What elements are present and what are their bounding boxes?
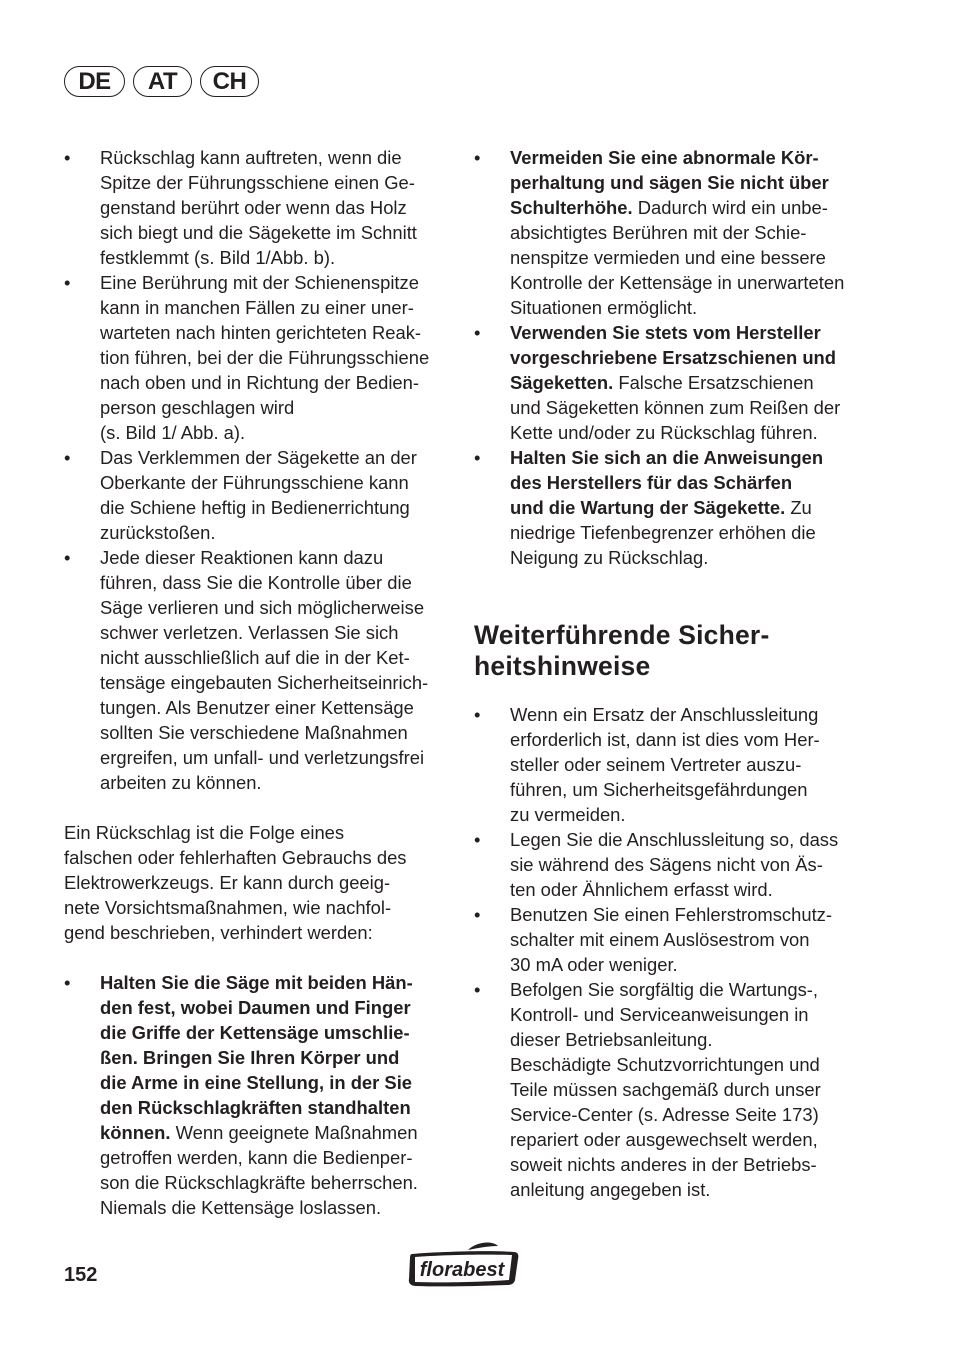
- list-item: • Wenn ein Ersatz der Anschlussleitung erforderlich ist, dann ist dies vom Her- steller oder seinem Vertreter auszu- führen, um Sicherheitsgefährdungen zu vermeiden.: [474, 702, 866, 827]
- country-badges: [64, 66, 259, 97]
- country-badge-ch: CH: [200, 66, 259, 97]
- country-badge-de: DE: [64, 66, 125, 97]
- list-item: • Vermeiden Sie eine abnormale Kör- perhaltung und sägen Sie nicht über Schulterhöhe. Dadurch wird ein unbe- absichtigtes Berühren mit der Schie- nenspitze vermieden und eine bessere Kontrolle der Kettensäge in unerwarteten Situationen ermöglicht.: [474, 145, 866, 320]
- list-item: • Halten Sie sich an die Anweisungen des Herstellers für das Schärfen und die Wartung der Sägekette. Zu niedrige Tiefenbegrenzer erhöhen die Neigung zu Rückschlag.: [474, 445, 866, 570]
- posture-bullet-list: [474, 145, 866, 570]
- list-item: • Jede dieser Reaktionen kann dazu führen, dass Sie die Kontrolle über die Säge verlieren und sich möglicherweise schwer verletzen. Verlassen Sie sich nicht ausschließlich auf die in der Ket- tensäge eingebauten Sicherheitseinrich- tungen. Als Benutzer einer Kettensäge sollten Sie verschiedene Maßnahmen ergreifen, um unfall- und verletzungsfrei arbeiten zu können.: [64, 545, 454, 795]
- list-item: • Legen Sie die Anschlussleitung so, dass sie während des Sägens nicht von Äs- ten oder Ähnlichem erfasst wird.: [474, 827, 866, 902]
- list-item: • Verwenden Sie stets vom Hersteller vorgeschriebene Ersatzschienen und Sägeketten. Falsche Ersatzschienen und Sägeketten können zum Reißen der Kette und/oder zu Rückschlag führen.: [474, 320, 866, 445]
- list-item: • Das Verklemmen der Sägekette an der Oberkante der Führungsschiene kann die Schiene heftig in Bedienerrichtung zurückstoßen.: [64, 445, 454, 545]
- logo-text: florabest: [419, 1259, 505, 1281]
- logo-leaf-icon: [468, 1243, 498, 1250]
- list-item: • Rückschlag kann auftreten, wenn die Spitze der Führungsschiene einen Ge- genstand berührt oder wenn das Holz sich biegt und die Sägekette im Schnitt festklemmt (s. Bild 1/Abb. b).: [64, 145, 454, 270]
- safety-bullet-list: [474, 702, 866, 1202]
- list-item: • Halten Sie die Säge mit beiden Hän- den fest, wobei Daumen und Finger die Griffe der Kettensäge umschlie- ßen. Bringen Sie Ihren Körper und die Arme in eine Stellung, in der Sie den Rückschlagkräften standhalten können. Wenn geeignete Maßnahmen getroffen werden, kann die Bedienper- son die Rückschlagkräfte beherrschen. Niemals die Kettensäge loslassen.: [64, 970, 454, 1220]
- list-item: • Benutzen Sie einen Fehlerstromschutz- schalter mit einem Auslösestrom von 30 mA oder weniger.: [474, 902, 866, 977]
- list-item: • Eine Berührung mit der Schienenspitze kann in manchen Fällen zu einer uner- warteten nach hinten gerichteten Reak- tion führen, bei der die Führungsschiene nach oben und in Richtung der Bedien- person geschlagen wird (s. Bild 1/ Abb. a).: [64, 270, 454, 445]
- grip-bullet-list: [64, 970, 454, 1220]
- section-heading: Weiterführende Sicher- heitshinweise: [474, 620, 770, 681]
- kickback-paragraph: Ein Rückschlag ist die Folge eines falschen oder fehlerhaften Gebrauchs des Elektrowerkzeugs. Er kann durch geeig- nete Vorsichtsmaßnahmen, wie nachfol- gend beschrieben, verhindert werden:: [64, 822, 407, 943]
- kickback-bullet-list: [64, 145, 454, 795]
- page-number: 152: [64, 1264, 98, 1286]
- list-item: • Befolgen Sie sorgfältig die Wartungs-, Kontroll- und Serviceanweisungen in dieser Betriebsanleitung. Beschädigte Schutzvorrichtungen und Teile müssen sachgemäß durch unser Service-Center (s. Adresse Seite 173) repariert oder ausgewechselt werden, soweit nichts anderes in der Betriebs- anleitung angegeben ist.: [474, 977, 866, 1202]
- florabest-logo: [406, 1242, 520, 1288]
- country-badge-at: AT: [133, 66, 192, 97]
- right-column: [474, 145, 866, 1202]
- left-column: [64, 145, 454, 1220]
